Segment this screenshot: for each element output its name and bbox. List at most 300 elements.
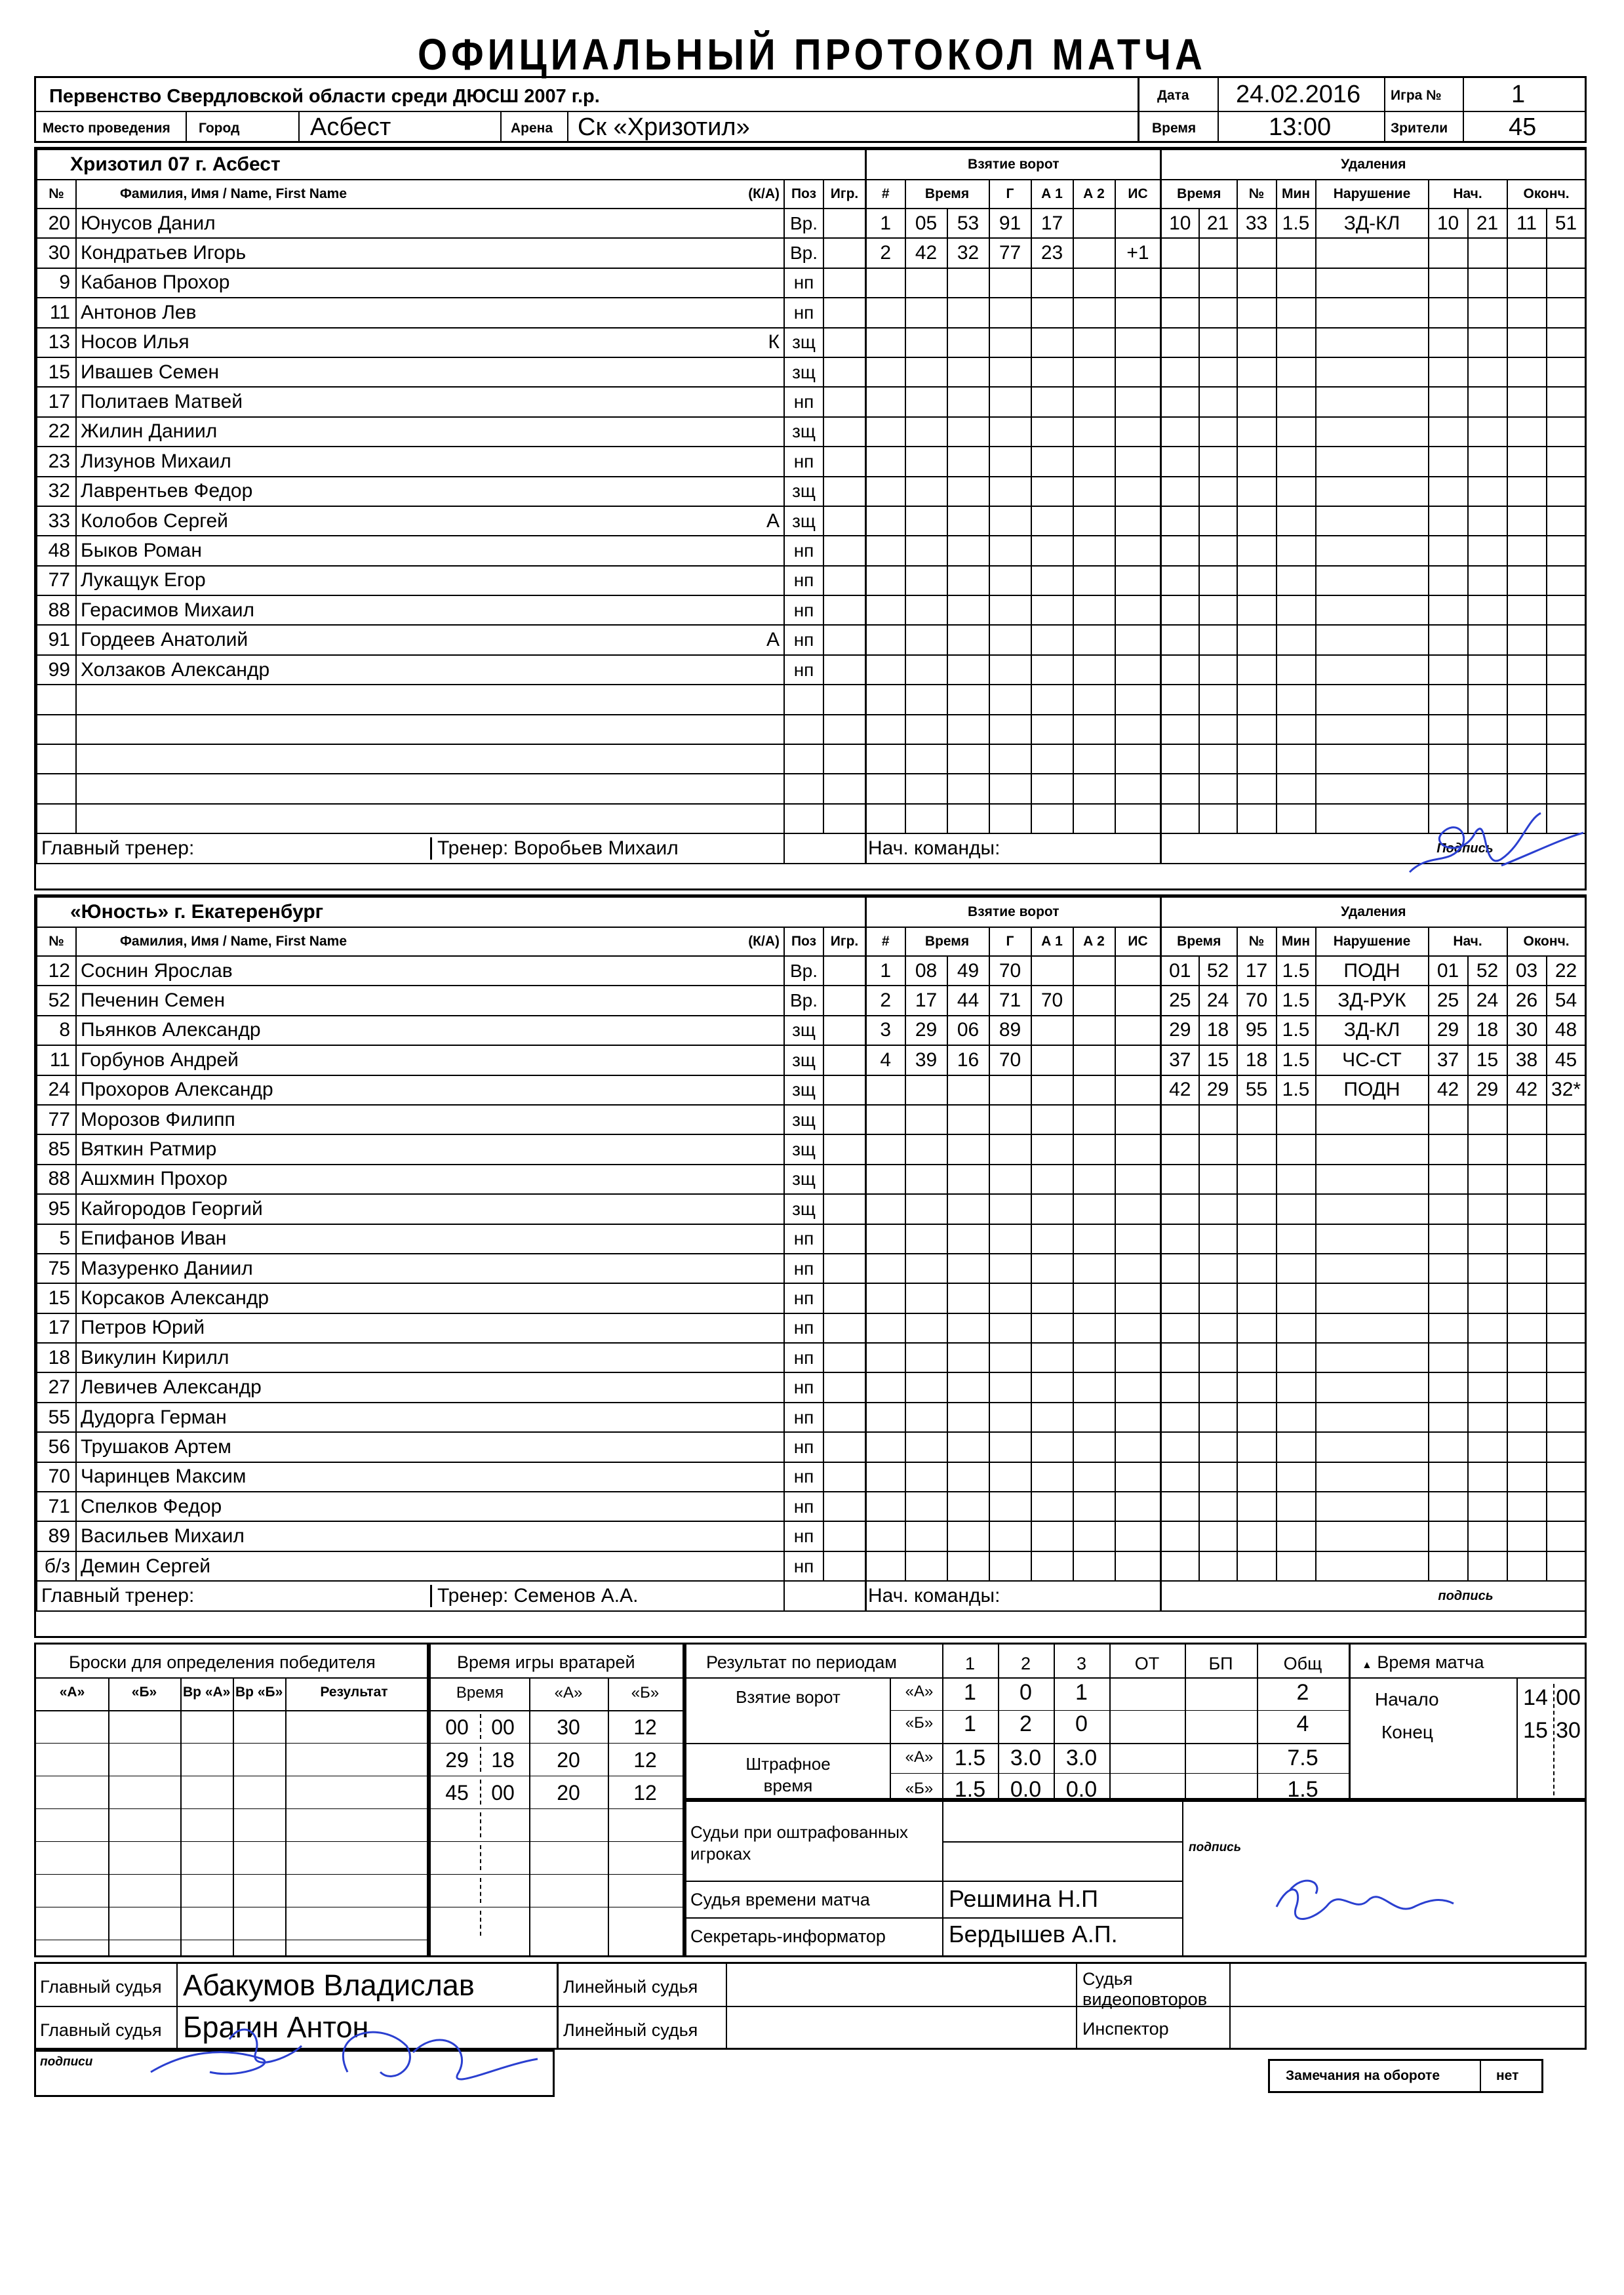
period-value: 1 [1075, 1680, 1088, 1705]
championship: Первенство Свердловской области среди ДЮСШ 2007 г.р. [49, 86, 600, 107]
player-name: Кондратьев Игорь [81, 242, 247, 264]
player-name: Левичев Александр [81, 1376, 262, 1399]
pen-start-min: 01 [1429, 956, 1468, 986]
player-name: Дудорга Герман [81, 1406, 227, 1428]
pen-start-min: 29 [1429, 1016, 1468, 1045]
pen-player: 95 [1237, 1016, 1277, 1045]
player-pos: нп [784, 1551, 823, 1581]
player-row [37, 536, 865, 565]
goal-a2 [1073, 986, 1115, 1015]
pen-minutes: 1.5 [1277, 1075, 1316, 1105]
secretary-label: Секретарь-информатор [690, 1926, 886, 1946]
col-pen-end: Оконч. [1507, 180, 1586, 209]
player-played [823, 1075, 865, 1105]
city-label: Город [199, 121, 240, 136]
player-row [37, 1313, 865, 1343]
period-value: 2 [1296, 1680, 1309, 1705]
player-no: 15 [37, 357, 76, 387]
goal-n: 1 [866, 956, 905, 986]
player-pos: нп [784, 625, 823, 654]
game-value: 1 [1511, 81, 1526, 108]
period-value: 3.0 [1065, 1746, 1098, 1770]
team_b-name: «Юность» г. Екатеренбург [37, 897, 865, 927]
goal-sec: 16 [947, 1045, 989, 1075]
official-signature [1263, 1867, 1460, 1940]
match-header [34, 76, 1587, 143]
pen-start-sec: 29 [1468, 1075, 1507, 1105]
col-goal-time: Время [905, 927, 989, 956]
player-name: Жилин Даниил [81, 420, 218, 443]
col-goal-time: Время [905, 180, 989, 209]
pen-end-sec: 32* [1547, 1075, 1586, 1105]
player-name-cell [76, 1372, 784, 1402]
pen-end-sec: 48 [1547, 1016, 1586, 1045]
player-name: Мазуренко Даниил [81, 1257, 253, 1279]
player-row-empty [37, 715, 865, 744]
goalie-b: 12 [633, 1781, 657, 1805]
pen-end-min: 03 [1507, 956, 1547, 986]
player-row [37, 566, 865, 595]
goal-a1 [1031, 1045, 1073, 1075]
player-row [37, 1194, 865, 1224]
player-pos: Вр. [784, 209, 823, 238]
pen-end-min: 38 [1507, 1045, 1547, 1075]
player-played [823, 986, 865, 1015]
player-name: Корсаков Александр [81, 1287, 269, 1309]
goal-sec: 49 [947, 956, 989, 986]
city-value: Асбест [310, 113, 391, 141]
goal-a1 [1031, 1016, 1073, 1045]
goal-n: 4 [866, 1045, 905, 1075]
player-pos: зщ [784, 477, 823, 506]
player-row [37, 1075, 865, 1105]
periods-section [684, 1643, 1587, 1800]
pen-violation: ЗД-РУК [1316, 986, 1429, 1015]
team_a-name: Хризотил 07 г. Асбест [37, 150, 865, 180]
player-name-cell [76, 1343, 784, 1372]
player-name: Политаев Матвей [81, 391, 243, 413]
player-pos: нп [784, 447, 823, 476]
player-pos: зщ [784, 1045, 823, 1075]
ref2-value: Брагин Антон [183, 2010, 369, 2044]
player-name: Петров Юрий [81, 1317, 205, 1339]
player-name: Васильев Михаил [81, 1525, 245, 1547]
team-a-section [34, 147, 1587, 890]
player-played [823, 595, 865, 625]
player-name: Колобов Сергей [81, 509, 228, 532]
goal-scorer: 70 [989, 1045, 1031, 1075]
player-row [37, 1283, 865, 1313]
player-name-cell [76, 328, 784, 357]
player-row [37, 1492, 865, 1521]
player-name: Гордеев Анатолий [81, 629, 248, 651]
col-pen-end: Оконч. [1507, 927, 1586, 956]
player-played [823, 387, 865, 416]
goal-scorer: 70 [989, 956, 1031, 986]
player-name-cell [76, 268, 784, 298]
head-coach-label [37, 833, 784, 864]
goals-title: Взятие ворот [866, 897, 1161, 927]
goal-a2 [1073, 209, 1115, 238]
goal-sec: 06 [947, 1016, 989, 1045]
player-played [823, 209, 865, 238]
player-name: Горбунов Андрей [81, 1048, 239, 1071]
player-pos: нп [784, 566, 823, 595]
goalie-sec: 00 [491, 1781, 515, 1805]
player-name: Юнусов Данил [81, 212, 216, 234]
goal-a1: 23 [1031, 238, 1073, 268]
player-name-cell [76, 986, 784, 1015]
coach-name: Тренер: Семенов А.А. [430, 1585, 639, 1607]
pen-player: 55 [1237, 1075, 1277, 1105]
player-row [37, 1165, 865, 1194]
period-team: «А» [905, 1748, 934, 1766]
player-pos: зщ [784, 1165, 823, 1194]
player-pos: нп [784, 1462, 823, 1492]
player-no: 17 [37, 387, 76, 416]
player-pos: нп [784, 1254, 823, 1283]
player-no: 85 [37, 1134, 76, 1164]
player-no: 56 [37, 1432, 76, 1462]
period-col: Общ [1283, 1654, 1322, 1673]
pen-violation: ПОДН [1316, 956, 1429, 986]
shootout-section [34, 1643, 429, 1957]
pen-start-sec: 24 [1468, 986, 1507, 1015]
pen-min: 29 [1161, 1016, 1199, 1045]
player-pos: нп [784, 1224, 823, 1254]
player-name-cell [76, 209, 784, 238]
player-pos: нп [784, 1343, 823, 1372]
goalie-col: «А» [554, 1684, 583, 1702]
player-no: 9 [37, 268, 76, 298]
pen-player: 18 [1237, 1045, 1277, 1075]
team_b-goals-table [865, 896, 1162, 1612]
pen-end-sec: 45 [1547, 1045, 1586, 1075]
goals-title: Взятие ворот [866, 150, 1161, 180]
end-minute: 30 [1556, 1718, 1581, 1743]
player-name: Демин Сергей [81, 1555, 211, 1577]
goalie-sec: 00 [491, 1715, 515, 1739]
player-name-cell [76, 625, 784, 654]
head-coach-text: Главный тренер: [41, 837, 195, 860]
player-name: Викулин Кирилл [81, 1346, 229, 1368]
player-no: 32 [37, 477, 76, 506]
player-played [823, 268, 865, 298]
time-value: 13:00 [1269, 113, 1332, 141]
player-name-cell [76, 1313, 784, 1343]
pen-end-min: 42 [1507, 1075, 1547, 1105]
pen-sec: 29 [1199, 1075, 1237, 1105]
pen-start-sec: 18 [1468, 1016, 1507, 1045]
period-value: 0 [1020, 1680, 1032, 1705]
player-row [37, 1343, 865, 1372]
goal-scorer: 89 [989, 1016, 1031, 1045]
officials-section [684, 1800, 1587, 1957]
player-name-cell [76, 298, 784, 327]
goal-is [1115, 956, 1161, 986]
player-row [37, 357, 865, 387]
player-played [823, 417, 865, 447]
penalty-row [1161, 956, 1586, 986]
period-value: 1 [964, 1680, 976, 1705]
referee-signature [131, 1993, 551, 2098]
player-row [37, 1224, 865, 1254]
team-chief-label: Нач. команды: [866, 1581, 1161, 1611]
player-name: Быков Роман [81, 539, 202, 561]
player-name: Холзаков Александр [81, 658, 270, 681]
player-no: 18 [37, 1343, 76, 1372]
player-pos: зщ [784, 506, 823, 536]
player-played [823, 1283, 865, 1313]
player-row [37, 417, 865, 447]
player-name: Носов Илья [81, 331, 189, 353]
match-time-label: Время матча [1377, 1652, 1484, 1672]
player-played [823, 1165, 865, 1194]
player-name-cell [76, 1016, 784, 1045]
period-value: 7.5 [1287, 1746, 1318, 1770]
penalty-row [1161, 209, 1586, 238]
player-row [37, 1432, 865, 1462]
pen-min: 37 [1161, 1045, 1199, 1075]
penalties-title: Удаления [1161, 897, 1586, 927]
player-pos: нп [784, 1283, 823, 1313]
player-no: 27 [37, 1372, 76, 1402]
player-name-cell [76, 1283, 784, 1313]
player-no: 70 [37, 1462, 76, 1492]
goal-row [866, 1016, 1161, 1045]
goal-is: +1 [1115, 238, 1161, 268]
shootout-col: «А» [59, 1685, 85, 1700]
penalty-row [1161, 986, 1586, 1015]
period-col: 2 [1020, 1654, 1031, 1673]
player-name-cell [76, 566, 784, 595]
pen-start-sec: 15 [1468, 1045, 1507, 1075]
player-no: 91 [37, 625, 76, 654]
start-minute: 00 [1556, 1685, 1581, 1710]
col-no: № [37, 927, 76, 956]
col-goal-a2: А 2 [1073, 927, 1115, 956]
col-pen-no: № [1237, 927, 1277, 956]
player-played [823, 1462, 865, 1492]
goalie-a: 30 [557, 1715, 580, 1739]
player-row [37, 298, 865, 327]
player-name-cell [76, 655, 784, 685]
player-name: Вяткин Ратмир [81, 1138, 217, 1161]
player-played [823, 1551, 865, 1581]
player-no: 12 [37, 956, 76, 986]
player-played [823, 1045, 865, 1075]
player-pos: зщ [784, 1134, 823, 1164]
player-played [823, 1105, 865, 1134]
time-label: Время [1152, 121, 1197, 136]
goal-is [1115, 209, 1161, 238]
player-row [37, 655, 865, 685]
period-value: 1 [964, 1711, 976, 1736]
player-row [37, 1254, 865, 1283]
goal-row [866, 986, 1161, 1015]
ref2-label: Главный судья [40, 2020, 162, 2040]
player-row [37, 1105, 865, 1134]
arena-label: Арена [511, 121, 553, 136]
player-row [37, 1462, 865, 1492]
period-team: «Б» [905, 1714, 934, 1732]
col-played: Игр. [823, 180, 865, 209]
player-pos: нп [784, 1313, 823, 1343]
player-role: А [766, 629, 780, 651]
player-name-cell [76, 1403, 784, 1432]
player-row-empty [37, 774, 865, 803]
inspector-label: Инспектор [1082, 2019, 1169, 2039]
penalties-title: Удаления [1161, 150, 1586, 180]
player-no: 89 [37, 1521, 76, 1551]
player-name: Трушаков Артем [81, 1435, 231, 1458]
date-label: Дата [1157, 88, 1189, 103]
pen-sec: 52 [1199, 956, 1237, 986]
goalie-sec: 18 [491, 1748, 515, 1772]
player-played [823, 357, 865, 387]
player-no: 48 [37, 536, 76, 565]
player-played [823, 536, 865, 565]
player-played [823, 298, 865, 327]
player-row [37, 268, 865, 298]
player-pos: Вр. [784, 956, 823, 986]
player-no: 13 [37, 328, 76, 357]
goal-min: 08 [905, 956, 947, 986]
referee-sign-label: подписи [40, 2055, 93, 2069]
team_a-players-table [36, 149, 866, 864]
pen-player: 17 [1237, 956, 1277, 986]
player-played [823, 1254, 865, 1283]
player-no: 22 [37, 417, 76, 447]
page-title: ОФИЦИАЛЬНЫЙ ПРОТОКОЛ МАТЧА [418, 30, 1206, 79]
goal-sec: 44 [947, 986, 989, 1015]
player-pos: зщ [784, 1105, 823, 1134]
period-col: 1 [964, 1654, 976, 1673]
team-sign-label: подпись [1161, 1581, 1586, 1611]
period-team: «А» [905, 1683, 934, 1700]
col-goal-is: ИС [1115, 927, 1161, 956]
player-played [823, 655, 865, 685]
pen-end-sec: 22 [1547, 956, 1586, 986]
goal-is [1115, 986, 1161, 1015]
goal-row [866, 956, 1161, 986]
pen-minutes: 1.5 [1277, 1016, 1316, 1045]
col-ka: (К/А) [748, 934, 780, 949]
pen-start-min: 10 [1429, 209, 1468, 238]
col-goal-a2: А 2 [1073, 180, 1115, 209]
player-no: 15 [37, 1283, 76, 1313]
player-no: 30 [37, 238, 76, 268]
timekeeper-value: Решмина Н.П [949, 1885, 1098, 1912]
pen-sec: 24 [1199, 986, 1237, 1015]
pen-end-min: 30 [1507, 1016, 1547, 1045]
shootout-title: Броски для определения победителя [69, 1652, 376, 1672]
coach-name: Тренер: Воробьев Михаил [430, 837, 679, 860]
pen-sec: 21 [1199, 209, 1237, 238]
team-chief-label: Нач. команды: [866, 833, 1161, 864]
player-name-cell [76, 536, 784, 565]
goalie-min: 45 [445, 1781, 469, 1805]
goals-label: Взятие ворот [736, 1687, 841, 1707]
pen-start-sec: 52 [1468, 956, 1507, 986]
player-pos: зщ [784, 1075, 823, 1105]
pen-start-sec: 21 [1468, 209, 1507, 238]
player-no: 55 [37, 1403, 76, 1432]
player-name-cell [76, 1105, 784, 1134]
goal-row [866, 238, 1161, 268]
player-row [37, 1134, 865, 1164]
player-name: Морозов Филипп [81, 1108, 235, 1130]
goal-is [1115, 1045, 1161, 1075]
goal-min: 39 [905, 1045, 947, 1075]
shootout-col: Вр «А» [183, 1685, 231, 1700]
player-pos: Вр. [784, 238, 823, 268]
col-pen-time: Время [1161, 927, 1237, 956]
pen-end-min: 11 [1507, 209, 1547, 238]
player-name-cell [76, 447, 784, 476]
player-row [37, 209, 865, 238]
col-no: № [37, 180, 76, 209]
team-sign-label: Подпись [1161, 833, 1586, 864]
col-pen-viol: Нарушение [1316, 927, 1429, 956]
player-no: 8 [37, 1016, 76, 1045]
col-pen-start: Нач. [1429, 927, 1507, 956]
goalie-col: Время [456, 1684, 504, 1702]
player-name: Печенин Семен [81, 989, 226, 1012]
player-no: 88 [37, 595, 76, 625]
team_b-players-table [36, 896, 866, 1612]
col-name-label: Фамилия, Имя / Name, First Name [120, 186, 347, 201]
penalized-judges-label: Судьи при оштрафованных игроках [690, 1822, 909, 1864]
player-pos: нп [784, 387, 823, 416]
goal-sec: 53 [947, 209, 989, 238]
period-value: 1.5 [1287, 1777, 1318, 1802]
goal-a2 [1073, 1045, 1115, 1075]
officials-sign-label: подпись [1189, 1841, 1242, 1854]
goal-a2 [1073, 238, 1115, 268]
period-value: 0.0 [1010, 1777, 1042, 1802]
player-name: Кайгородов Георгий [81, 1197, 263, 1220]
goal-a2 [1073, 1016, 1115, 1045]
period-value: 1.5 [954, 1746, 986, 1770]
goal-min: 17 [905, 986, 947, 1015]
player-played [823, 566, 865, 595]
player-no: 11 [37, 1045, 76, 1075]
player-no: 77 [37, 1105, 76, 1134]
pen-min: 25 [1161, 986, 1199, 1015]
col-pen-min: Мин [1277, 927, 1316, 956]
player-name-cell [76, 1165, 784, 1194]
player-pos: нп [784, 536, 823, 565]
player-name-cell [76, 1521, 784, 1551]
player-pos: нп [784, 298, 823, 327]
goalie-a: 20 [557, 1781, 580, 1805]
player-name: Ашхмин Прохор [81, 1168, 228, 1190]
pen-violation: ЧС-СТ [1316, 1045, 1429, 1075]
col-pos: Поз [784, 927, 823, 956]
period-value: 0 [1075, 1711, 1088, 1736]
player-pos: нп [784, 1492, 823, 1521]
player-name: Спелков Федор [81, 1495, 222, 1517]
player-no: 24 [37, 1075, 76, 1105]
player-name-cell [76, 1134, 784, 1164]
col-name [76, 180, 784, 209]
player-row-empty [37, 804, 865, 833]
team-b-section [34, 894, 1587, 1638]
player-played [823, 1403, 865, 1432]
team_b-penalties-table [1160, 896, 1587, 1612]
pen-end-sec: 54 [1547, 986, 1586, 1015]
